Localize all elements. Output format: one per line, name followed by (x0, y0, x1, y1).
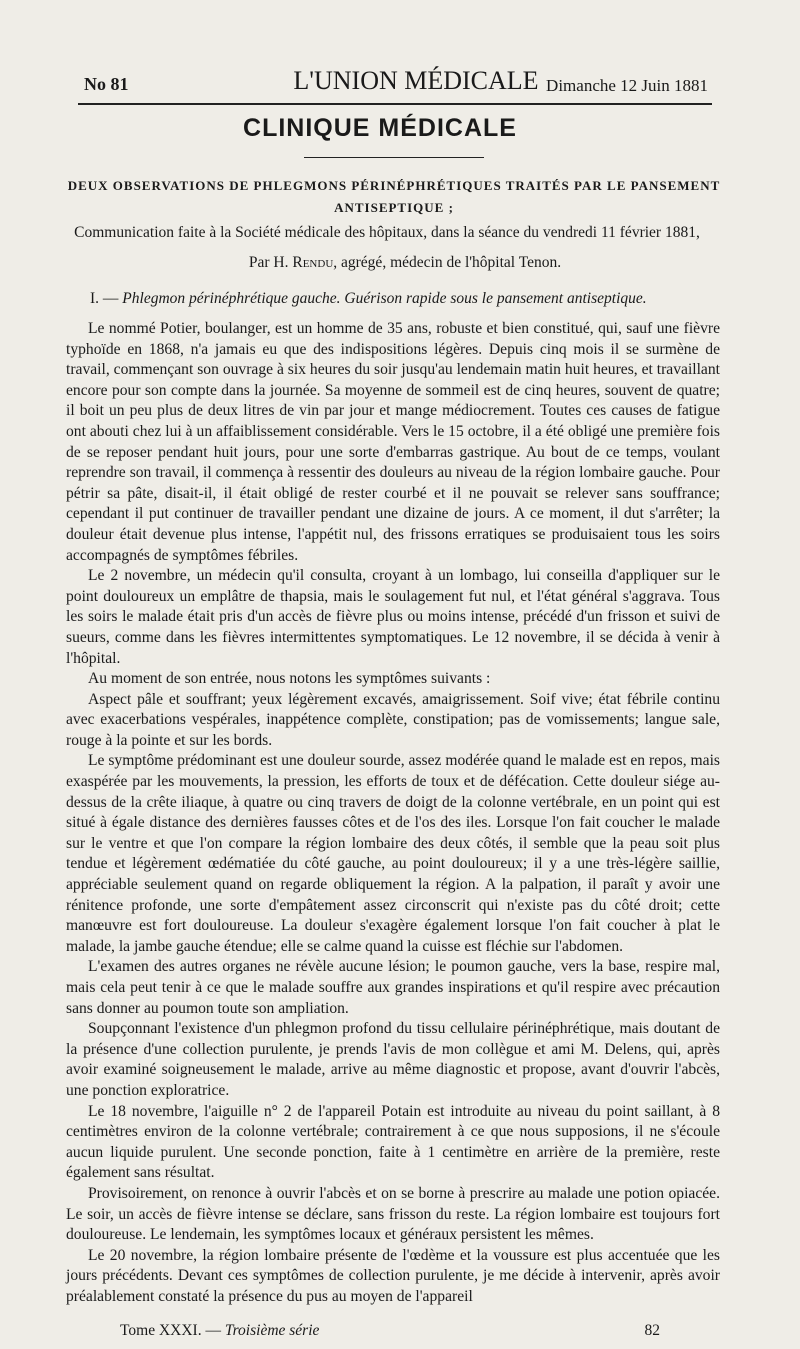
journal-title: L'UNION MÉDICALE (293, 66, 539, 95)
section-rule (304, 157, 484, 158)
article-body (66, 319, 720, 1308)
issue-date: Dimanche 12 Juin 1881 (546, 76, 708, 95)
paragraph: Le 20 novembre, la région lombaire présente de l'œdème et la voussure est plus accentuée que les jours précédents. Devant ces symptômes de collection purulente, je me décide à intervenir, après avoir préalablement constaté la présence du pus au moyen de l'appareil (66, 1246, 720, 1305)
communication-line: Communication faite à la Société médicale des hôpitaux, dans la séance du vendredi 11 février 1881, (74, 224, 700, 241)
running-header (78, 66, 708, 100)
page-footer (120, 1322, 680, 1344)
paragraph: Le 18 novembre, l'aiguille n° 2 de l'appareil Potain est introduite au niveau du point saillant, à 8 centimètres environ de la colonne vertébrale; contrairement à ce que nous supposions, il ne s'écoule aucun liquide purulent. Une seconde ponction, faite à 1 centimètre en arrière de la première, reste également sans résultat. (66, 1102, 720, 1182)
article-title: DEUX OBSERVATIONS DE PHLEGMONS PÉRINÉPHRÉTIQUES TRAITÉS PAR LE PANSEMENT ANTISEPTIQUE ; (67, 178, 721, 215)
paragraph: Au moment de son entrée, nous notons les symptômes suivants : (88, 670, 491, 688)
paragraph: L'examen des autres organes ne révèle aucune lésion; le poumon gauche, vers la base, respire mal, mais cela peut tenir à ce que le malade souffre aux grandes inspirations et qu'il respire avec précaution sans donner au poumon toute son ampliation. (66, 958, 720, 1017)
paragraph: Le symptôme prédominant est une douleur sourde, assez modérée quand le malade est en repos, mais exaspérée par les mouvements, la pression, les efforts de toux et de défécation. Cette douleur siége au-dessus de la crête iliaque, à quatre ou cinq travers de doigt de la colonne vertébrale, en un point qui est situé à égale distance des dernières fausses côtes et de l'os des iles. Lorsque l'on fait coucher le malade sur le ventre et que l'on compare la région lombaire des deux côtés, il semble que la peau soit plus tendue et légèrement œdématiée du côté gauche, au point douloureux; il y a une très-légère saillie, appréciable seulement quand on regarde obliquement la région. A la palpation, il paraît y avoir une rénitence profonde, une sorte d'empâtement assez circonscrit qui n'existe pas du côté droit; cette manœuvre est fort douloureuse. La douleur s'exagère également lorsque l'on fait coucher à plat le malade, la jambe gauche étendue; elle se calme quand la cuisse est fléchie sur l'abdomen. (66, 752, 720, 955)
author-prefix: Par H. (248, 254, 289, 271)
paragraph: Soupçonnant l'existence d'un phlegmon profond du tissu cellulaire périnéphrétique, mais doutant de la présence d'une collection purulente, je prends l'avis de mon collègue et ami M. Delens, qui, après avoir examiné soigneusement le malade, arrive au même diagnostic et propose, avant d'ouvrir l'abcès, une ponction exploratrice. (66, 1020, 720, 1099)
paragraph: Le nommé Potier, boulanger, est un homme de 35 ans, robuste et bien constitué, qui, sauf une fièvre typhoïde en 1868, n'a jamais eu que des indispositions légères. Depuis cinq mois il se surmène de travail, commençant son ouvrage à six heures du soir jusqu'au lendemain matin huit heures, et travaillant encore pour son compte dans la journée. Sa moyenne de sommeil est de cinq heures, souvent de quatre; il boit un peu plus de deux litres de vin par jour et mange médiocrement. Toutes ces causes de fatigue ont abouti chez lui à un affaiblissement considérable. Vers le 15 octobre, il a été obligé une première fois de se reposer pendant huit jours, pour une sorte d'embarras gastrique. Au bout de ce temps, voulant reprendre son travail, il commença à ressentir des douleurs au niveau de la région lombaire gauche. Pour pétrir sa pâte, disait-il, il était obligé de rester courbé et il ne pouvait se relever sans souffrance; cependant il put continuer de travailler pendant une dizaine de jours. A ce moment, il dut s'arrêter; la douleur était devenue plus intense, l'appétit nul, des frissons erratiques se produisaient tous les soirs accompagnés de symptômes fébriles. (66, 320, 720, 564)
series-label: Troisième série (224, 1322, 320, 1339)
volume-label: Tome XXXI. — (120, 1322, 221, 1339)
author-line (60, 252, 750, 274)
volume-line (120, 1322, 319, 1340)
signature-number: 82 (644, 1322, 660, 1339)
paragraph: Le 2 novembre, un médecin qu'il consulta, croyant à un lombago, lui conseilla d'appliquer sur le point douloureux un emplâtre de thapsia, mais le soulagement fut nul, et l'état général s'aggrava. Tous les soirs le malade était pris d'un accès de fièvre plus ou moins intense, précédé d'un frisson et suivi de sueurs, comme dans les fièvres intermittentes symptomatiques. Le 12 novembre, il se décida à venir à l'hôpital. (66, 567, 720, 667)
paragraph: Aspect pâle et souffrant; yeux légèrement excavés, amaigrissement. Soif vive; état fébrile continu avec exacerbations vespérales, inappétence complète, constipation; pas de vomissements; langue sale, rouge à la pointe et sur les bords. (66, 690, 720, 749)
paragraph: Provisoirement, on renonce à ouvrir l'abcès et on se borne à prescrire au malade une potion opiacée. Le soir, un accès de fièvre intense se déclare, sans frisson du reste. La région lombaire est toujours fort douloureuse. Le lendemain, les symptômes locaux et généraux persistent les mêmes. (66, 1184, 720, 1244)
author-affiliation: , agrégé, médecin de l'hôpital Tenon. (333, 254, 562, 271)
case-subheading (90, 288, 750, 310)
issue-number: No 81 (84, 74, 129, 94)
header-rule (78, 103, 712, 105)
section-title: CLINIQUE MÉDICALE (243, 114, 517, 142)
author-name: Rendu (292, 254, 334, 271)
case-title: Phlegmon périnéphrétique gauche. Guérison rapide sous le pansement antiseptique. (122, 290, 647, 307)
case-number: I. — (90, 290, 119, 307)
